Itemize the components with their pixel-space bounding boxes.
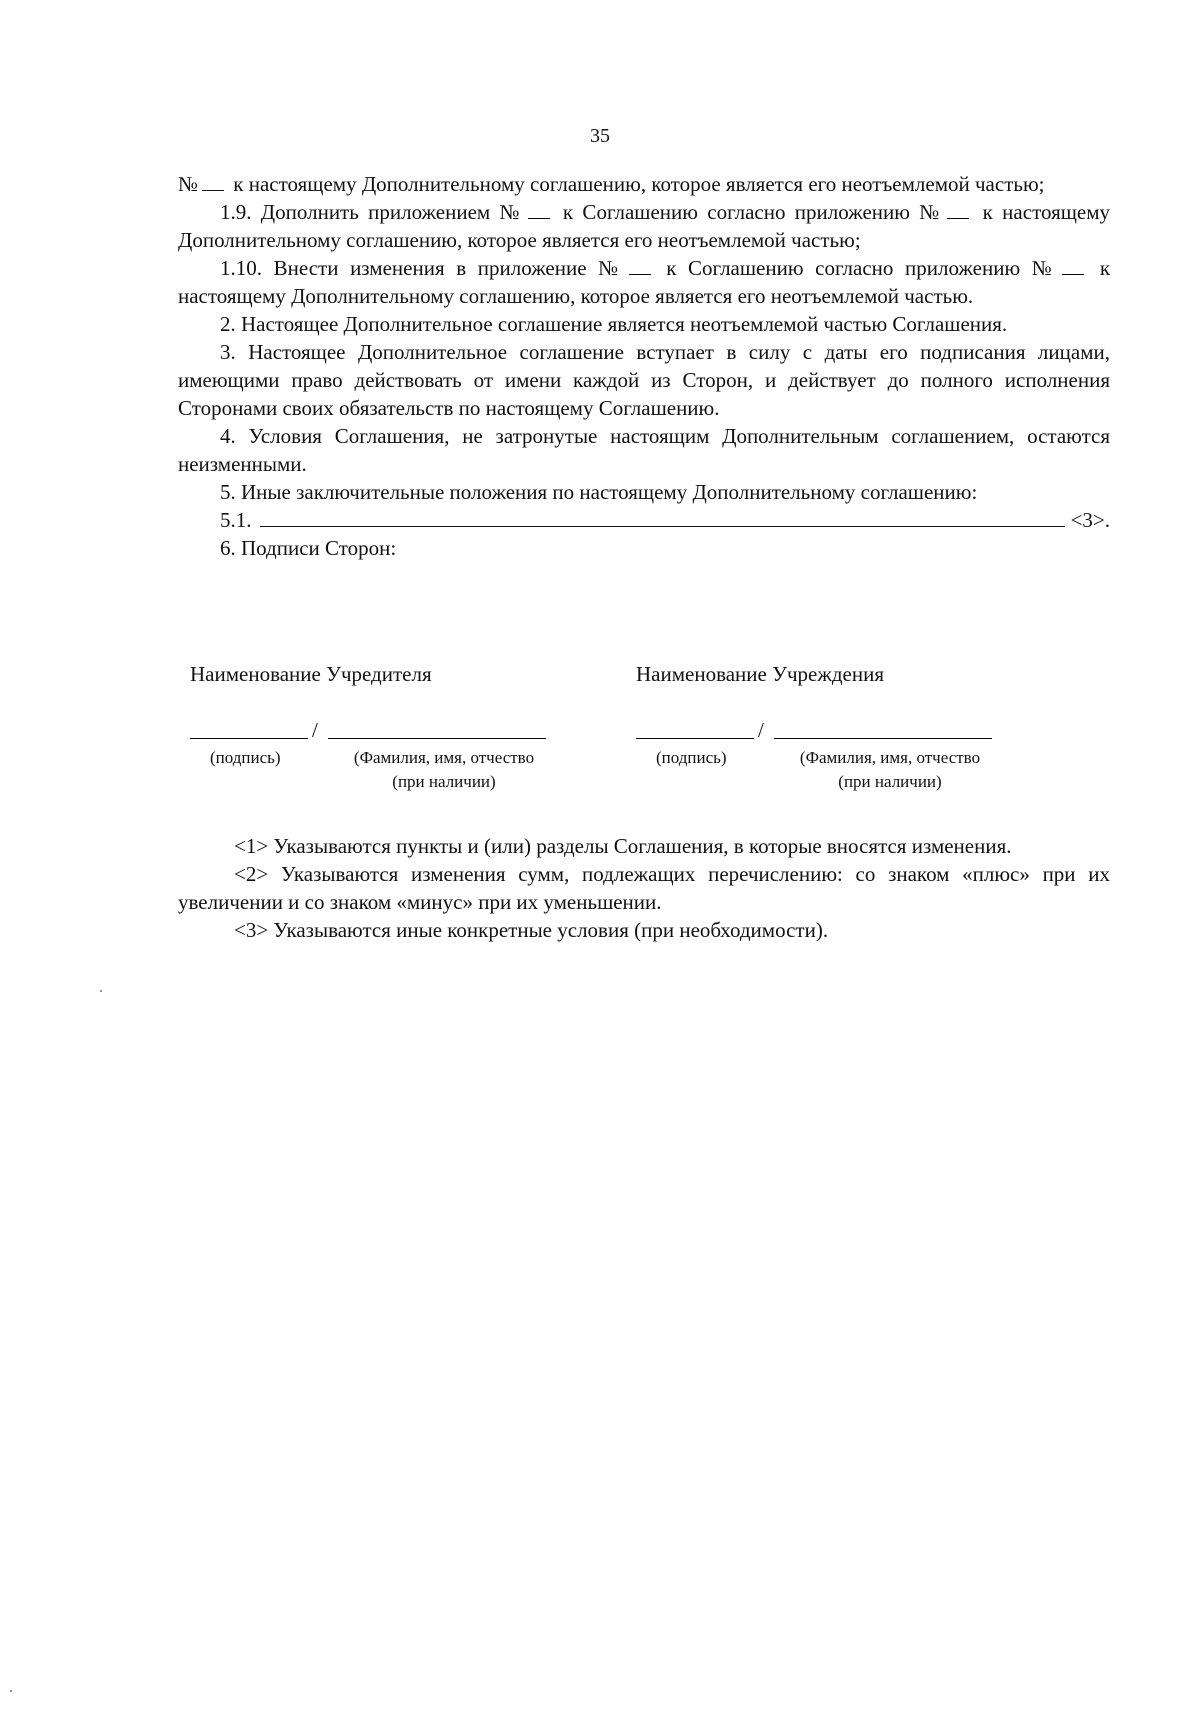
signature-line: [636, 738, 754, 739]
signature-block: [190, 660, 1090, 800]
signature-institution: [636, 660, 1036, 791]
scan-speck: [100, 990, 102, 992]
institution-name: Наименование Учреждения: [636, 662, 884, 686]
name-caption-line2: (при наличии): [392, 772, 496, 791]
scan-speck: [10, 1690, 12, 1692]
footnote-2: <2> Указываются изменения сумм, подлежащих перечислению: со знаком «плюс» при их увеличении и со знаком «минус» при их уменьшении.: [178, 862, 1110, 914]
signature-caption: (подпись): [210, 748, 281, 767]
footnote-3: <3> Указываются иные конкретные условия (при необходимости).: [234, 918, 829, 942]
blank-number: [528, 217, 550, 219]
paragraph-text: к Соглашению согласно приложению №: [562, 200, 944, 224]
signature-line: [190, 738, 308, 739]
paragraph-3: 3. Настоящее Дополнительное соглашение вступает в силу с даты его подписания лицами, имеющими право действовать от имени каждой из Сторон, и действует до полного исполнения Сторонами своих обязательств по настоящему Соглашению.: [178, 340, 1110, 420]
agreement-body: [178, 170, 1110, 562]
paragraph-1-10: [178, 254, 1110, 310]
paragraph-2: 2. Настоящее Дополнительное соглашение является неотъемлемой частью Соглашения.: [220, 312, 1008, 336]
name-line: [328, 738, 546, 739]
name-caption: [774, 746, 1006, 794]
paragraph-4: 4. Условия Соглашения, не затронутые настоящим Дополнительным соглашением, остаются неизменными.: [178, 424, 1110, 476]
name-caption-line1: (Фамилия, имя, отчество: [353, 748, 535, 767]
number-sign: №: [178, 172, 199, 196]
page-number: 35: [590, 125, 610, 147]
footnotes: [178, 832, 1110, 944]
slash: /: [758, 718, 764, 742]
footnote-1: <1> Указываются пункты и (или) разделы Соглашения, в которые вносятся изменения.: [234, 834, 1012, 858]
name-caption-line2: (при наличии): [838, 772, 942, 791]
blank-line: [260, 508, 1065, 527]
blank-number: [629, 273, 651, 275]
blank-number: [947, 217, 969, 219]
paragraph-text: к настоящему Дополнительному соглашению, которое является его неотъемлемой частью;: [178, 200, 1111, 252]
paragraph-text: к настоящему Дополнительному соглашению, которое является его неотъемлемой частью;: [233, 172, 1045, 196]
founder-name: Наименование Учредителя: [190, 662, 432, 686]
signature-lines: [636, 718, 1036, 748]
signature-caption: (подпись): [656, 748, 727, 767]
paragraph-text: 1.9. Дополнить приложением №: [220, 200, 524, 224]
name-caption-line1: (Фамилия, имя, отчество: [799, 748, 981, 767]
paragraph-continuation: [178, 170, 1110, 198]
blank-number: [1062, 273, 1084, 275]
slash: /: [312, 718, 318, 742]
blank-number: [202, 189, 224, 191]
signature-founder: [190, 660, 590, 791]
paragraph-label: 5.1.: [220, 508, 252, 532]
paragraph-5-1: [220, 506, 1110, 534]
name-line: [774, 738, 992, 739]
paragraph-text: 1.10. Внести изменения в приложение №: [220, 256, 625, 280]
paragraph-6: 6. Подписи Сторон:: [220, 536, 397, 560]
paragraph-text: к настоящему Дополнительному соглашению, которое является его неотъемлемой частью.: [178, 256, 1111, 308]
paragraph-5: 5. Иные заключительные положения по настоящему Дополнительному соглашению:: [220, 480, 978, 504]
paragraph-text: к Соглашению согласно приложению №: [666, 256, 1059, 280]
signature-lines: [190, 718, 590, 748]
paragraph-1-9: [178, 198, 1110, 254]
name-caption: [328, 746, 560, 794]
footnote-ref: <3>.: [1070, 508, 1110, 532]
